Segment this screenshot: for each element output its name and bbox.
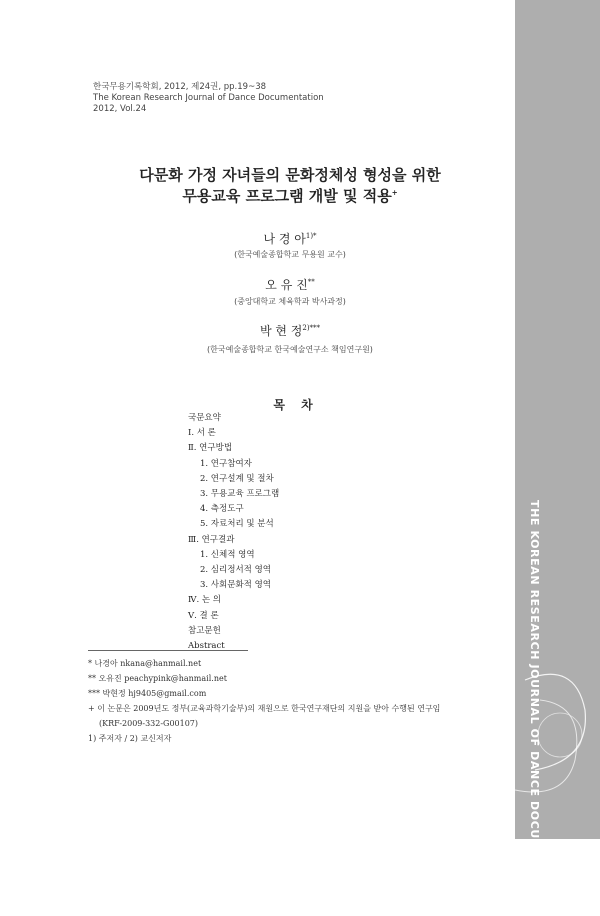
paper-title-line2 xyxy=(60,185,520,206)
toc-subitem: 1. 연구참여자 xyxy=(200,458,252,469)
author-name: 오 유 진 xyxy=(265,278,308,292)
author-1-affiliation: (한국예술종합학교 무용원 교수) xyxy=(234,250,346,259)
footnote-author-1: * 나경아 nkana@hanmail.net xyxy=(88,659,202,668)
author-mark: ** xyxy=(307,278,315,286)
toc-subitem: 5. 자료처리 및 분석 xyxy=(200,519,274,530)
author-1 xyxy=(60,230,520,247)
toc-item: Ⅲ. 연구결과 xyxy=(188,534,235,545)
journal-name-english: The Korean Research Journal of Dance Documentation xyxy=(93,93,324,103)
toc-item: Ⅱ. 연구방법 xyxy=(188,443,233,454)
toc-item: Abstract xyxy=(188,641,225,652)
toc-subitem: 3. 무용교육 프로그램 xyxy=(200,489,280,500)
author-3-affiliation: (한국예술종합학교 한국예술연구소 책임연구원) xyxy=(207,345,373,354)
journal-citation-korean: 한국무용기록학회, 2012, 제24권, pp.19~38 xyxy=(93,82,267,92)
sidebar-logo-decoration xyxy=(515,660,600,810)
title-footnote-mark: + xyxy=(391,188,398,197)
toc-subitem: 1. 신체적 영역 xyxy=(200,549,255,560)
footnote-author-2: ** 오유진 peachypink@hanmail.net xyxy=(88,674,227,683)
toc-item: Ⅳ. 논 의 xyxy=(188,595,222,606)
footnote-grant-number: (KRF-2009-332-G00107) xyxy=(99,719,199,728)
toc-item: 국문요약 xyxy=(188,413,221,423)
footnote-rule xyxy=(88,650,248,651)
toc-item: Ⅰ. 서 론 xyxy=(188,428,216,439)
journal-volume: 2012, Vol.24 xyxy=(93,104,147,114)
author-name: 박 현 정 xyxy=(259,324,303,338)
author-name: 나 경 아 xyxy=(263,232,306,246)
footnotes xyxy=(88,656,440,746)
toc-item: Ⅴ. 결 론 xyxy=(188,610,219,621)
paper-title-line2-text: 무용교육 프로그램 개발 및 적용 xyxy=(182,187,392,205)
sidebar-journal-name: THE KOREAN RESEARCH JOURNAL OF DANCE DOCUMENTATION xyxy=(528,500,541,916)
author-2 xyxy=(60,276,520,293)
journal-meta xyxy=(93,82,324,115)
toc-item: 참고문헌 xyxy=(188,625,221,636)
author-2-affiliation: (중앙대학교 체육학과 박사과정) xyxy=(234,297,346,306)
author-mark: 1)* xyxy=(305,232,317,240)
footnote-funding: + 이 논문은 2009년도 정부(교육과학기술부)의 재원으로 한국연구재단의 지원을 받아 수행된 연구임 xyxy=(88,704,441,713)
toc-subitem: 4. 측정도구 xyxy=(200,504,244,515)
toc-subitem: 2. 심리정서적 영역 xyxy=(200,565,271,576)
paper-title-line1: 다문화 가정 자녀들의 문화정체성 형성을 위한 xyxy=(139,166,441,184)
toc-subitem: 2. 연구설계 및 절차 xyxy=(200,473,274,484)
toc-heading-text: 목 차 xyxy=(265,398,326,412)
author-3 xyxy=(60,322,520,339)
footnote-author-roles: 1) 주저자 / 2) 교신저자 xyxy=(88,734,172,743)
footnote-author-3: *** 박현정 hj9405@gmail.com xyxy=(88,689,207,698)
table-of-contents xyxy=(188,411,279,654)
toc-subitem: 3. 사회문화적 영역 xyxy=(200,580,271,591)
author-mark: 2)*** xyxy=(302,324,321,332)
